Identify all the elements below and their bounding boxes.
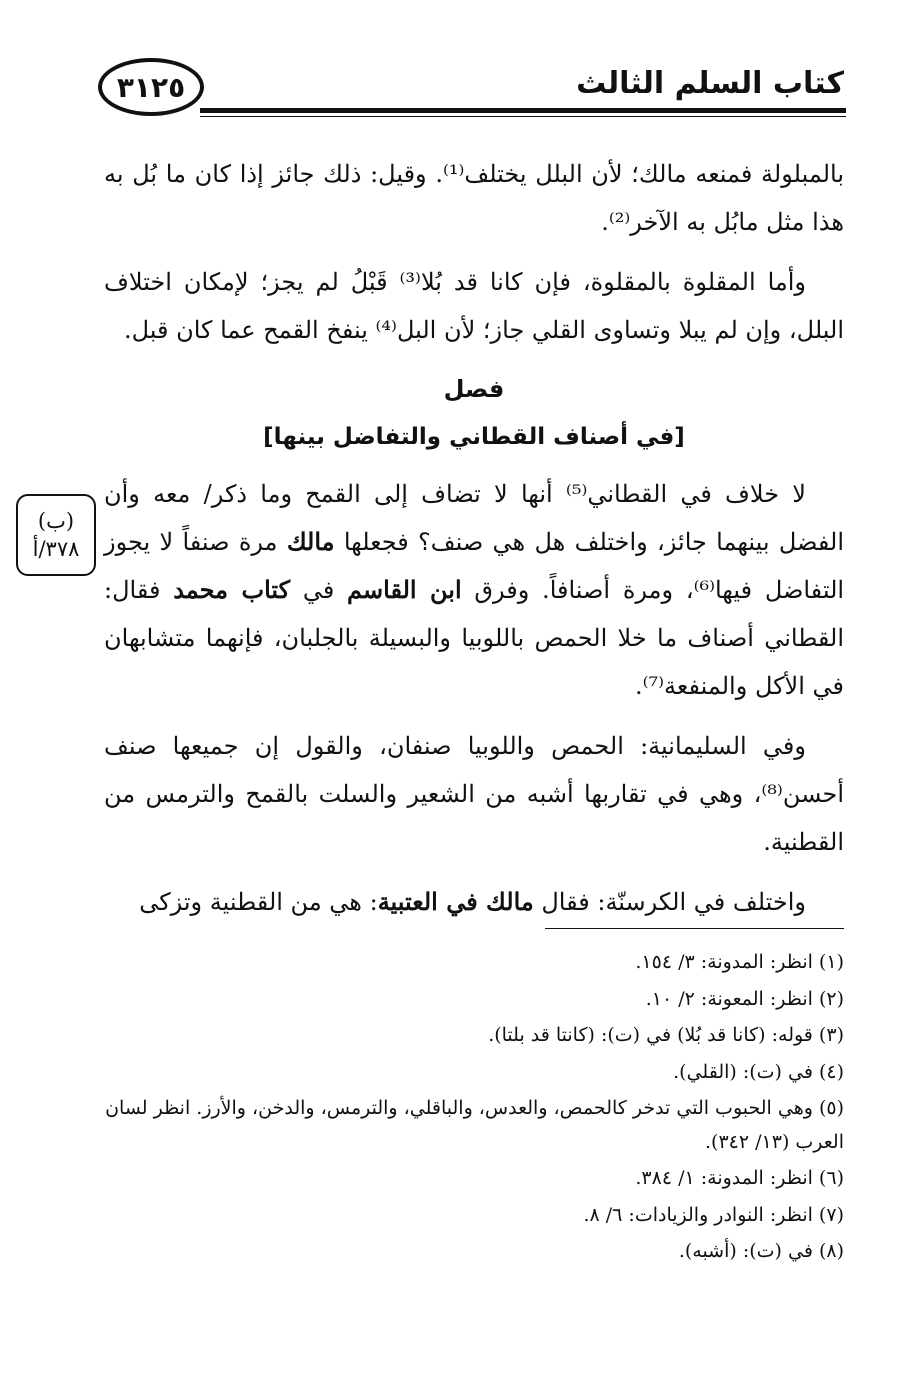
name-ibn-qasim: ابن القاسم (347, 575, 462, 604)
folio-note-line2: ٣٧٨/أ (32, 537, 80, 561)
running-header-title: كتاب السلم الثالث (576, 66, 844, 101)
paragraph-1: بالمبلولة فمنعه مالك؛ لأن البلل يختلف⁽¹⁾. وقيل: ذلك جائز إذا كان ما بُل به هذا مثل مابُل به الآخر⁽²⁾. (104, 160, 844, 236)
paragraph-3-part-c: في (290, 576, 348, 604)
section-heading: فصل (443, 375, 505, 403)
footnote-7: (٧) انظر: النوادر والزيادات: ٦/ ٨. (583, 1203, 844, 1226)
paragraph-3 (104, 470, 844, 710)
paragraph-3-part-b: مرة صنفاً لا يجوز التفاضل فيها⁽⁶⁾، ومرة أصنافاً. وفرق (104, 528, 845, 604)
paragraph-5 (104, 878, 844, 926)
footnote-2: (٢) انظر: المعونة: ٢/ ١٠. (645, 987, 844, 1010)
footnote-5: (٥) وهي الحبوب التي تدخر كالحمص، والعدس، والباقلي، والترمس، والدخن، والأرز. انظر لسان العرب (١٣/ ٣٤٢). (105, 1097, 844, 1153)
header-rule (200, 108, 846, 117)
main-text (104, 150, 844, 938)
footnote-separator (545, 928, 844, 929)
paragraph-3-part-a: لا خلاف في القطاني⁽⁵⁾ أنها لا تضاف إلى القمح وما ذكر/ معه وأن الفضل بينهما جائز، واختلف هل هي صنف؟ فجعلها (104, 480, 844, 556)
book-kitab-muhammad: كتاب محمد (173, 575, 291, 604)
paragraph-5-part-b: : هي من القطنية وتزكى (139, 888, 378, 916)
paragraph-5-part-a: واختلف في الكرسنّة: فقال (533, 888, 806, 916)
footnote-1: (١) انظر: المدونة: ٣/ ١٥٤. (635, 951, 844, 973)
page-number: ٣١٢٥ (116, 70, 186, 104)
page-number-badge (98, 58, 204, 116)
footnote-6: (٦) انظر: المدونة: ١/ ٣٨٤. (635, 1167, 844, 1189)
name-malik-utbiyya: مالك في العتبية (377, 887, 534, 916)
section-subheading: [في أصناف القطاني والتفاضل بينها] (263, 424, 685, 450)
folio-note-line1: (ب) (37, 509, 75, 533)
paragraph-3-part-d: فقال: القطاني أصناف ما خلا الحمص باللوبيا والبسيلة بالجلبان، فإنهما متشابهان في الأكل والمنفعة⁽⁷⁾. (104, 576, 845, 700)
footnotes (100, 946, 844, 1272)
footnote-8: (٨) في (ت): (أشبه). (678, 1240, 844, 1262)
paragraph-4: وفي السليمانية: الحمص واللوبيا صنفان، والقول إن جميعها صنف أحسن⁽⁸⁾، وهي في تقاربها أشبه من الشعير والسلت بالقمح والترمس من القطنية. (104, 732, 844, 856)
name-malik: مالك (286, 527, 335, 556)
paragraph-2: وأما المقلوة بالمقلوة، فإن كانا قد بُلا⁽³⁾ قَبْلُ لم يجز؛ لإمكان اختلاف البلل، وإن لم يبلا وتساوى القلي جاز؛ لأن البل⁽⁴⁾ ينفخ القمح عما كان قبل. (104, 268, 844, 344)
footnote-4: (٤) في (ت): (القلي). (673, 1060, 844, 1083)
manuscript-folio-note (16, 494, 96, 576)
footnote-3: (٣) قوله: (كانا قد بُلا) في (ت): (كانتا قد بلتا). (488, 1024, 844, 1046)
